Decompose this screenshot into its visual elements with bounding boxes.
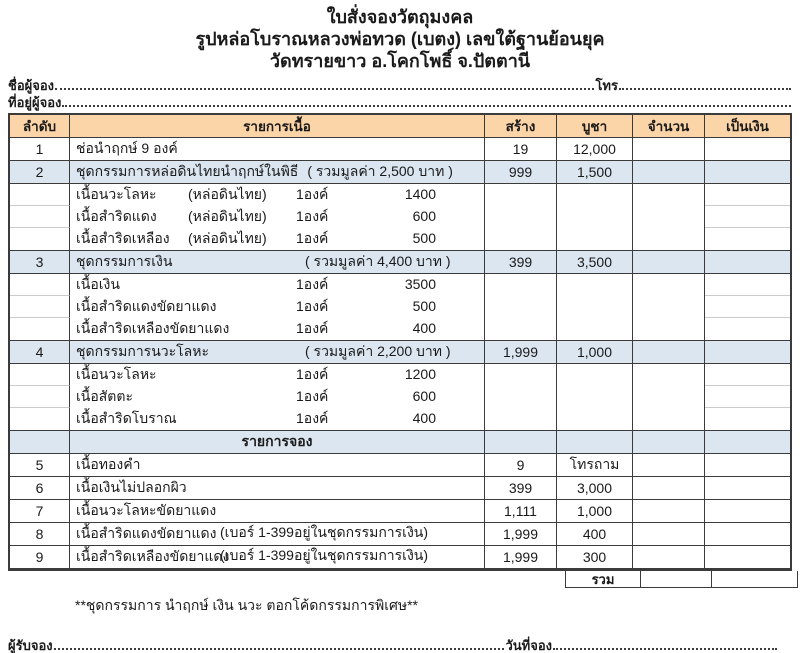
item-name: เนื้อทองคำ: [76, 456, 141, 472]
material-name: เนื้อนวะโลหะ: [76, 186, 157, 202]
table-row: [10, 408, 790, 431]
table-row: [10, 161, 790, 184]
table-row: [10, 500, 790, 523]
cell-amount: [705, 454, 790, 477]
cell-made: 399: [485, 477, 557, 500]
signature-line: [8, 636, 778, 653]
cell-description: [70, 184, 485, 206]
material-name: เนื้อสำริดแดง: [76, 208, 157, 224]
cell-quantity: [633, 408, 705, 431]
material-quantity: 1องค์: [296, 388, 329, 404]
material-quantity: 1องค์: [296, 208, 329, 224]
cell-quantity: [633, 206, 705, 228]
page-title: ใบสั่งจองวัตถุมงคล: [326, 7, 474, 27]
cell-amount: [705, 431, 790, 454]
cell-description: [70, 341, 485, 364]
cell-quantity: [633, 251, 705, 274]
cell-amount: [705, 477, 790, 500]
cell-price: [557, 184, 633, 206]
column-header-2: สร้าง: [485, 115, 557, 138]
cell-description: [70, 408, 485, 431]
material-value: 3500: [404, 276, 436, 292]
cell-quantity: [633, 318, 705, 341]
temple-name: วัดทรายขาว อ.โคกโพธิ์ จ.ปัตตานี: [269, 51, 531, 71]
cell-no: 1: [10, 138, 70, 161]
cell-no: [10, 386, 70, 408]
material-name: เนื้อสำริดเหลืองขัดยาแดง: [76, 320, 230, 336]
material-name: เนื้อสัตตะ: [76, 388, 134, 404]
cell-price: [557, 318, 633, 341]
receiver-label: ผู้รับจอง: [8, 638, 53, 653]
cell-made: 1,999: [485, 546, 557, 569]
material-value: 400: [412, 320, 436, 336]
cell-no: 3: [10, 251, 70, 274]
cell-quantity: [633, 431, 705, 454]
cell-made: 1,999: [485, 523, 557, 546]
cell-made: [485, 318, 557, 341]
cell-description: [70, 364, 485, 386]
column-header-4: จำนวน: [633, 115, 705, 138]
cell-quantity: [633, 184, 705, 206]
material-quantity: 1องค์: [296, 276, 329, 292]
cell-made: 1,111: [485, 500, 557, 523]
cell-quantity: [633, 546, 705, 569]
cell-made: 9: [485, 454, 557, 477]
material-name: เนื้อสำริดแดงขัดยาแดง: [76, 298, 217, 314]
cell-amount: [705, 500, 790, 523]
cell-price: [557, 408, 633, 431]
cell-quantity: [633, 364, 705, 386]
cell-made: [485, 206, 557, 228]
cell-no: [10, 184, 70, 206]
material-value: 500: [412, 298, 436, 314]
table-row: [10, 318, 790, 341]
cell-price: 1,500: [557, 161, 633, 184]
table-header-row: [10, 115, 790, 138]
cell-made: [485, 431, 557, 454]
cell-amount: [705, 386, 790, 408]
material-quantity: 1องค์: [296, 186, 329, 202]
cell-amount: [705, 138, 790, 161]
table-row: [10, 228, 790, 251]
phone-blank: [619, 88, 791, 90]
table-row: [10, 364, 790, 386]
column-header-5: เป็นเงิน: [705, 115, 790, 138]
cell-no: 5: [10, 454, 70, 477]
table-row: [10, 138, 790, 161]
cell-price: [557, 386, 633, 408]
cell-quantity: [633, 386, 705, 408]
cell-description: [70, 318, 485, 341]
table-row: [10, 477, 790, 500]
cell-price: โทรถาม: [557, 454, 633, 477]
item-name: เนื้อสำริดแดงขัดยาแดง: [76, 525, 217, 541]
table-row: [10, 184, 790, 206]
cell-description: [70, 138, 485, 161]
cell-quantity: [633, 500, 705, 523]
cell-made: [485, 184, 557, 206]
total-label-cell: รวม: [566, 571, 641, 587]
cell-quantity: [633, 274, 705, 296]
table-row: [10, 296, 790, 318]
cell-no: [10, 364, 70, 386]
material-value: 400: [412, 410, 436, 426]
column-header-1: รายการเนื้อ: [70, 115, 485, 138]
table-row: [10, 454, 790, 477]
cell-description: [70, 500, 485, 523]
material-quantity: 1องค์: [296, 320, 329, 336]
cell-amount: [705, 228, 790, 251]
material-value: 600: [412, 388, 436, 404]
cell-description: [70, 454, 485, 477]
material-value: 600: [412, 208, 436, 224]
table-row: [10, 431, 790, 454]
material-quantity: 1องค์: [296, 298, 329, 314]
cell-made: [485, 364, 557, 386]
table-row: [10, 341, 790, 364]
cell-no: [10, 296, 70, 318]
page-subtitle: รูปหล่อโบราณหลวงพ่อทวด (เบตง) เลขใต้ฐานย้อนยุค: [195, 29, 605, 49]
cell-made: 999: [485, 161, 557, 184]
cell-made: 19: [485, 138, 557, 161]
cell-quantity: [633, 523, 705, 546]
material-value: 500: [412, 230, 436, 246]
cell-made: [485, 274, 557, 296]
cell-amount: [705, 318, 790, 341]
cell-price: 1,000: [557, 341, 633, 364]
cell-made: [485, 408, 557, 431]
customer-address-label: ที่อยู่ผู้จอง: [8, 95, 62, 110]
material-name: เนื้อสำริดเหลือง: [76, 230, 170, 246]
customer-name-line: [8, 76, 792, 93]
cell-description: [70, 206, 485, 228]
cell-amount: [705, 296, 790, 318]
item-name: ช่อนำฤกษ์ 9 องค์: [76, 140, 178, 156]
cell-description: [70, 546, 485, 569]
cell-description: [70, 161, 485, 184]
material-value: 1200: [404, 366, 436, 382]
item-name: ชุดกรรมการเงิน: [76, 253, 173, 269]
material-quantity: 1องค์: [296, 410, 329, 426]
cell-quantity: [633, 161, 705, 184]
cell-no: 6: [10, 477, 70, 500]
cell-price: 3,000: [557, 477, 633, 500]
total-quantity-cell: [641, 571, 712, 587]
cell-amount: [705, 206, 790, 228]
cell-amount: [705, 523, 790, 546]
item-name: เนื้อเงินไม่ปลอกผิว: [76, 479, 187, 495]
cell-price: [557, 364, 633, 386]
cell-quantity: [633, 341, 705, 364]
cell-no: 9: [10, 546, 70, 569]
cell-price: [557, 228, 633, 251]
cell-description: [70, 228, 485, 251]
material-name: เนื้อนวะโลหะ: [76, 366, 157, 382]
material-name: เนื้อสำริดโบราณ: [76, 410, 177, 426]
cell-no: 2: [10, 161, 70, 184]
item-note: ( รวมมูลค่า 2,200 บาท ): [305, 343, 451, 359]
cell-quantity: [633, 296, 705, 318]
customer-address-blank: [62, 105, 791, 107]
column-header-3: บูชา: [557, 115, 633, 138]
cell-amount: [705, 546, 790, 569]
document-header: [8, 6, 792, 72]
cell-price: 400: [557, 523, 633, 546]
table-row: [10, 523, 790, 546]
item-name: ชุดกรรมการนวะโลหะ: [76, 343, 209, 359]
material-quantity: 1องค์: [296, 366, 329, 382]
cell-no: [10, 228, 70, 251]
cell-quantity: [633, 138, 705, 161]
cell-price: [557, 206, 633, 228]
cell-description: [70, 477, 485, 500]
cell-no: [10, 318, 70, 341]
cell-no: 7: [10, 500, 70, 523]
cell-description: [70, 386, 485, 408]
cell-price: 1,000: [557, 500, 633, 523]
table-row: [10, 274, 790, 296]
item-name: ชุดกรรมการหล่อดินไทยนำฤกษ์ในพิธี: [76, 163, 299, 179]
table-row: [10, 546, 790, 569]
cell-amount: [705, 251, 790, 274]
cell-amount: [705, 161, 790, 184]
material-name: เนื้อเงิน: [76, 276, 120, 292]
cell-amount: [705, 184, 790, 206]
order-date-blank: [553, 648, 777, 650]
cell-made: 399: [485, 251, 557, 274]
cell-description: [70, 523, 485, 546]
cell-no: [10, 206, 70, 228]
item-note: ( รวมมูลค่า 2,500 บาท ): [307, 163, 453, 179]
cell-price: 300: [557, 546, 633, 569]
cell-quantity: [633, 228, 705, 251]
cell-quantity: [633, 477, 705, 500]
receiver-blank: [54, 648, 505, 650]
cell-made: 1,999: [485, 341, 557, 364]
item-name: เนื้อสำริดเหลืองขัดยาแดง: [76, 548, 230, 564]
material-variant: (หล่อดินไทย): [188, 230, 267, 246]
item-note: (เบอร์ 1-399อยู่ในชุดกรรมการเงิน): [220, 524, 429, 540]
cell-made: [485, 228, 557, 251]
cell-no: 8: [10, 523, 70, 546]
item-name: เนื้อนวะโลหะขัดยาแดง: [76, 502, 217, 518]
cell-amount: [705, 341, 790, 364]
cell-price: 3,500: [557, 251, 633, 274]
column-header-0: ลำดับ: [10, 115, 70, 138]
cell-made: [485, 296, 557, 318]
material-value: 1400: [404, 186, 436, 202]
customer-name-blank: [55, 88, 594, 90]
cell-amount: [705, 364, 790, 386]
table-row: [10, 386, 790, 408]
cell-description: [70, 296, 485, 318]
cell-no: [10, 408, 70, 431]
cell-no: [10, 274, 70, 296]
total-row: [565, 571, 798, 588]
cell-amount: [705, 274, 790, 296]
phone-label: โทร: [595, 78, 618, 93]
cell-amount: [705, 408, 790, 431]
material-variant: (หล่อดินไทย): [188, 208, 267, 224]
cell-price: [557, 431, 633, 454]
cell-no: 4: [10, 341, 70, 364]
cell-made: [485, 386, 557, 408]
table-row: [10, 251, 790, 274]
order-table-wrapper: [8, 113, 792, 571]
material-variant: (หล่อดินไทย): [188, 186, 267, 202]
cell-description: [70, 274, 485, 296]
customer-address-line: [8, 93, 792, 110]
material-quantity: 1องค์: [296, 230, 329, 246]
cell-description: [70, 251, 485, 274]
cell-quantity: [633, 454, 705, 477]
order-table-body: [10, 115, 790, 569]
item-note: ( รวมมูลค่า 4,400 บาท ): [305, 253, 451, 269]
table-row: [10, 206, 790, 228]
cell-no: [10, 431, 70, 454]
order-table: [10, 115, 790, 569]
section-label: รายการจอง: [70, 431, 485, 454]
cell-price: 12,000: [557, 138, 633, 161]
footnote: **ชุดกรรมการ นำฤกษ์ เงิน นวะ ตอกโค้ดกรรมการพิเศษ**: [75, 597, 418, 613]
cell-price: [557, 274, 633, 296]
order-date-label: วันที่จอง: [505, 638, 552, 653]
cell-price: [557, 296, 633, 318]
total-amount-cell: [712, 571, 797, 587]
item-note: (เบอร์ 1-399อยู่ในชุดกรรมการเงิน): [220, 547, 429, 563]
customer-name-label: ชื่อผู้จอง: [8, 78, 55, 93]
